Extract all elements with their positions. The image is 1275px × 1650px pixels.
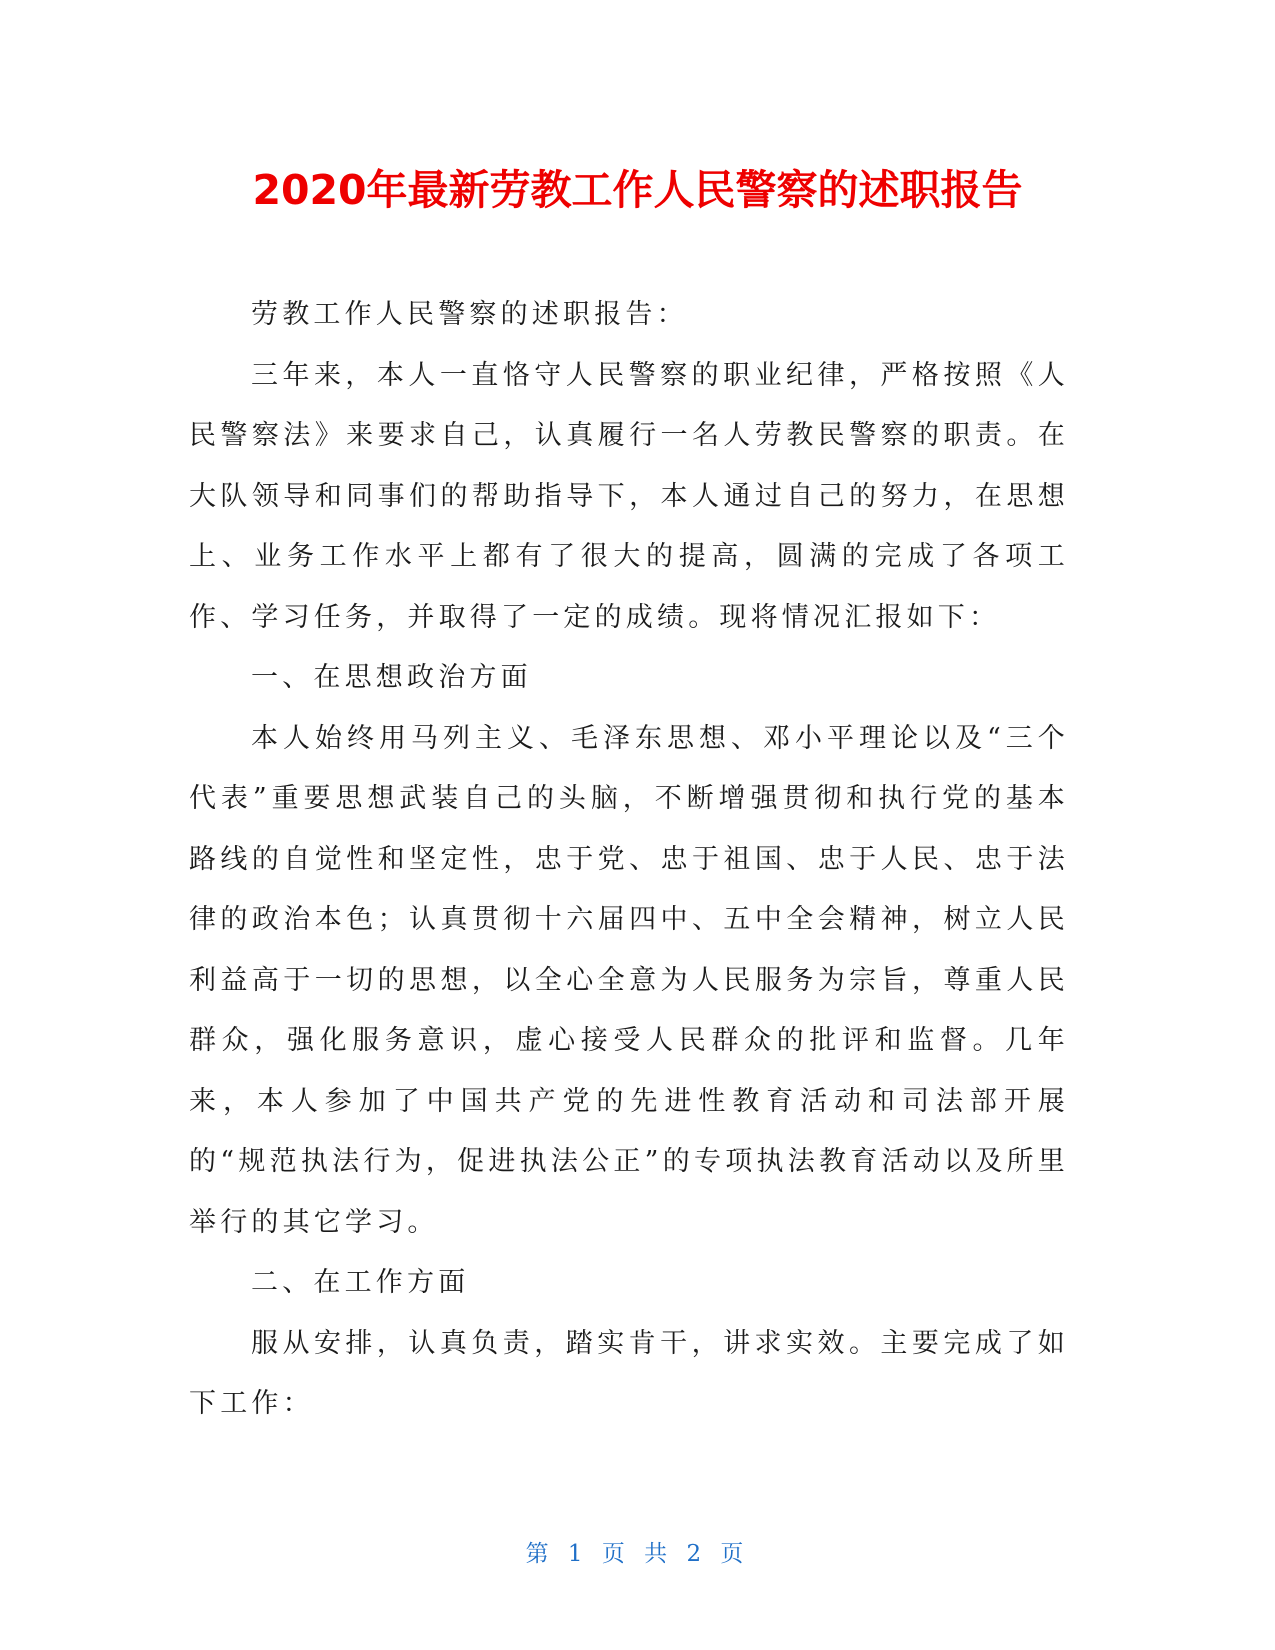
paragraph-salutation: 劳教工作人民警察的述职报告： <box>251 299 688 330</box>
paragraph-work: 服从安排，认真负责，踏实肯干，讲求实效。主要完成了如下工作： <box>189 1327 1069 1419</box>
section-heading-politics: 一、在思想政治方面 <box>251 662 532 693</box>
paragraph-intro: 三年来，本人一直恪守人民警察的职业纪律，严格按照《人民警察法》来要求自己，认真履行一名人劳教民警察的职责。在大队领导和同事们的帮助指导下，本人通过自己的努力，在思想上、业务工作水平上都有了很大的提高，圆满的完成了各项工作、学习任务，并取得了一定的成绩。现将情况汇报如下： <box>189 359 1069 633</box>
section-heading-work: 二、在工作方面 <box>251 1267 470 1298</box>
document-body <box>189 285 1069 1435</box>
document-title: 2020年最新劳教工作人民警察的述职报告 <box>252 166 1023 214</box>
page-number-footer <box>0 1535 1275 1568</box>
paragraph-politics: 本人始终用马列主义、毛泽东思想、邓小平理论以及“三个代表”重要思想武装自己的头脑，不断增强贯彻和执行党的基本路线的自觉性和坚定性，忠于党、忠于祖国、忠于人民、忠于法律的政治本色；认真贯彻十六届四中、五中全会精神，树立人民利益高于一切的思想，以全心全意为人民服务为宗旨，尊重人民群众，强化服务意识，虚心接受人民群众的批评和监督。几年来，本人参加了中国共产党的先进性教育活动和司法部开展的“规范执法行为，促进执法公正”的专项执法教育活动以及所里举行的其它学习。 <box>189 722 1069 1238</box>
page-number-label: 第 1 页 共 2 页 <box>525 1541 750 1567</box>
